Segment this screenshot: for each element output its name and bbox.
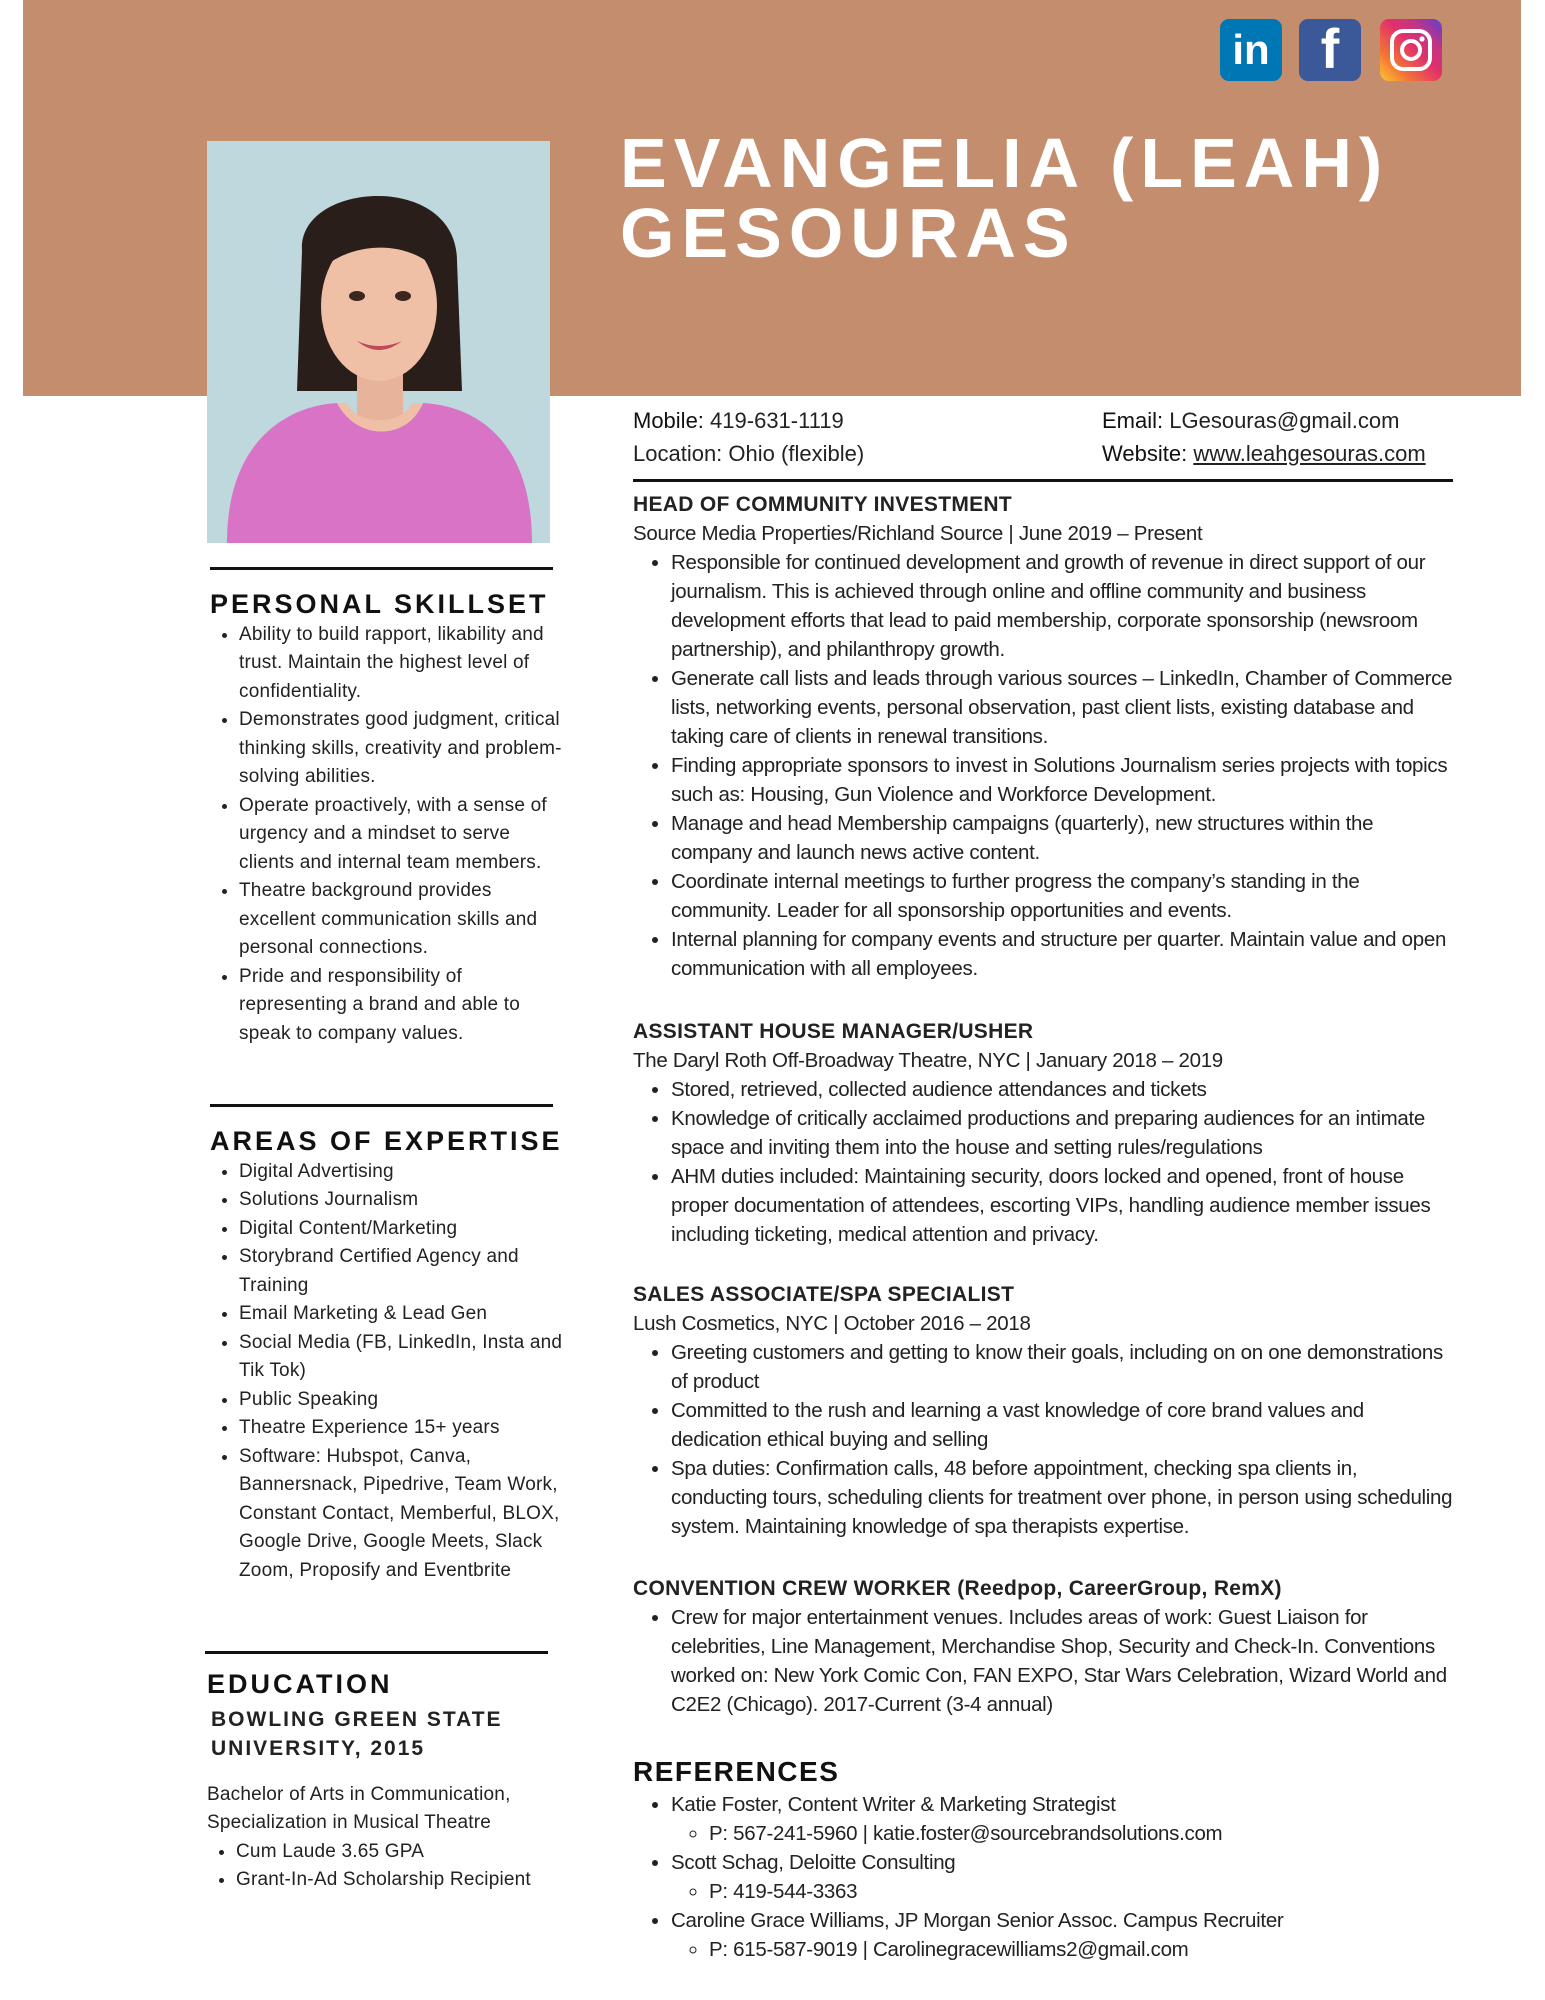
list-item: • Digital Content/Marketing: [239, 1215, 570, 1244]
list-item: • Social Media (FB, LinkedIn, Insta and Tik Tok): [239, 1329, 570, 1386]
facebook-icon[interactable]: f: [1299, 19, 1361, 81]
list-item: • Stored, retrieved, collected audience attendances and tickets: [671, 1075, 1453, 1104]
profile-photo: [207, 141, 550, 543]
references: [633, 1757, 1453, 1964]
mobile-number: 419-631-1119: [710, 408, 844, 433]
reference-contact: ◦ P: 567-241-5960 | katie.foster@sourcebrandsolutions.com: [709, 1819, 1453, 1848]
job-title: ASSISTANT HOUSE MANAGER/USHER: [633, 1020, 1034, 1043]
list-item: • Greeting customers and getting to know their goals, including on on one demonstrations of product: [671, 1338, 1453, 1396]
candidate-name: EVANGELIA (LEAH) GESOURAS: [620, 124, 1390, 272]
list-item: • Grant-In-Ad Scholarship Recipient: [236, 1866, 567, 1895]
section-heading: AREAS OF EXPERTISE: [210, 1126, 563, 1156]
list-item: • AHM duties included: Maintaining security, doors locked and opened, front of house proper documentation of attendees, escorting VIPs, handling audience member issues including ticketing, medical attention and privacy.: [671, 1162, 1453, 1249]
list-item: • Pride and responsibility of representing a brand and able to speak to company values.: [239, 963, 570, 1049]
list-item: • Demonstrates good judgment, critical thinking skills, creativity and problem-solving abilities.: [239, 706, 570, 792]
references-heading: REFERENCES: [633, 1756, 840, 1787]
section-heading: EDUCATION: [207, 1669, 393, 1699]
list-item: • Email Marketing & Lead Gen: [239, 1300, 570, 1329]
divider: [210, 567, 553, 570]
reference-item: • Scott Schag, Deloitte Consulting ◦ P: 419-544-3363: [671, 1848, 1453, 1906]
job-org: The Daryl Roth Off-Broadway Theatre, NYC | January 2018 – 2019: [633, 1049, 1223, 1072]
website-link[interactable]: www.leahgesouras.com: [1193, 441, 1426, 466]
job-1: [633, 490, 1453, 983]
list-item: • Finding appropriate sponsors to invest in Solutions Journalism series projects with topics such as: Housing, Gun Violence and Workforce Development.: [671, 751, 1453, 809]
areas-of-expertise: [210, 1127, 570, 1585]
list-item: • Crew for major entertainment venues. Includes areas of work: Guest Liaison for celebrities, Line Management, Merchandise Shop, Security and Check-In. Conventions worked on: New York Comic Con, FAN EXPO, Star Wars Celebration, Wizard World and C2E2 (Chicago). 2017-Current (3-4 annual): [671, 1603, 1453, 1719]
job-title: SALES ASSOCIATE/SPA SPECIALIST: [633, 1283, 1015, 1306]
reference-item: • Caroline Grace Williams, JP Morgan Senior Assoc. Campus Recruiter ◦ P: 615-587-9019 | Carolinegracewilliams2@gmail.com: [671, 1906, 1453, 1964]
list-item: • Ability to build rapport, likability and trust. Maintain the highest level of confidentiality.: [239, 621, 570, 707]
contact-left: Mobile: 419-631-1119 Location: Ohio (flexible): [633, 408, 865, 466]
list-item: • Solutions Journalism: [239, 1186, 570, 1215]
job-title: CONVENTION CREW WORKER (Reedpop, CareerGroup, RemX): [633, 1577, 1282, 1600]
job-4: [633, 1574, 1453, 1719]
job-org: Lush Cosmetics, NYC | October 2016 – 2018: [633, 1312, 1031, 1335]
list-item: • Theatre Experience 15+ years: [239, 1414, 570, 1443]
list-item: • Storybrand Certified Agency and Training: [239, 1243, 570, 1300]
reference-item: • Katie Foster, Content Writer & Marketing Strategist ◦ P: 567-241-5960 | katie.foster@sourcebrandsolutions.com: [671, 1790, 1453, 1848]
list-item: • Knowledge of critically acclaimed productions and preparing audiences for an intimate space and inviting them into the house and setting rules/regulations: [671, 1104, 1453, 1162]
list-item: • Manage and head Membership campaigns (quarterly), new structures within the company and launch news active content.: [671, 809, 1453, 867]
list-item: • Theatre background provides excellent communication skills and personal connections.: [239, 877, 570, 963]
job-title: HEAD OF COMMUNITY INVESTMENT: [633, 493, 1013, 516]
reference-contact: ◦ P: 419-544-3363: [709, 1877, 1453, 1906]
divider: [205, 1651, 548, 1654]
list-item: • Coordinate internal meetings to further progress the company’s standing in the community. Leader for all sponsorship opportunities and events.: [671, 867, 1453, 925]
education: [207, 1670, 567, 1895]
list-item: • Cum Laude 3.65 GPA: [236, 1838, 567, 1867]
contact-right: Email: LGesouras@gmail.com Website: www.leahgesouras.com: [1102, 408, 1426, 466]
list-item: • Public Speaking: [239, 1386, 570, 1415]
personal-skillset: [210, 590, 570, 1048]
reference-contact: ◦ P: 615-587-9019 | Carolinegracewilliams2@gmail.com: [709, 1935, 1453, 1964]
email[interactable]: LGesouras@gmail.com: [1169, 408, 1400, 433]
list-item: • Software: Hubspot, Canva, Bannersnack, Pipedrive, Team Work, Constant Contact, Memberful, BLOX, Google Drive, Google Meets, Slack Zoom, Proposify and Eventbrite: [239, 1443, 570, 1586]
list-item: • Responsible for continued development and growth of revenue in direct support of our journalism. This is achieved through online and offline community and business development efforts that lead to paid membership, corporate sponsorship (newsroom partnership), and philanthropy growth.: [671, 548, 1453, 664]
list-item: • Digital Advertising: [239, 1158, 570, 1187]
list-item: • Operate proactively, with a sense of urgency and a mindset to serve clients and internal team members.: [239, 792, 570, 878]
instagram-icon[interactable]: [1380, 19, 1442, 81]
divider: [210, 1104, 553, 1107]
linkedin-icon[interactable]: in: [1220, 19, 1282, 81]
job-2: [633, 1017, 1453, 1249]
divider: [633, 479, 1453, 482]
list-item: • Generate call lists and leads through various sources – LinkedIn, Chamber of Commerce lists, networking events, personal observation, past client lists, existing database and taking care of clients in renewal transitions.: [671, 664, 1453, 751]
list-item: • Internal planning for company events and structure per quarter. Maintain value and open communication with all employees.: [671, 925, 1453, 983]
job-org: Source Media Properties/Richland Source | June 2019 – Present: [633, 522, 1203, 545]
job-3: [633, 1280, 1453, 1541]
degree: Bachelor of Arts in Communication, Specialization in Musical Theatre: [207, 1783, 511, 1833]
list-item: • Committed to the rush and learning a vast knowledge of core brand values and dedication ethical buying and selling: [671, 1396, 1453, 1454]
list-item: • Spa duties: Confirmation calls, 48 before appointment, checking spa clients in, conducting tours, scheduling clients for treatment over phone, in person using scheduling system. Maintaining knowledge of spa therapists expertise.: [671, 1454, 1453, 1541]
school-name: BOWLING GREEN STATE UNIVERSITY, 2015: [211, 1707, 503, 1760]
section-heading: PERSONAL SKILLSET: [210, 589, 549, 619]
location: Ohio (flexible): [728, 441, 865, 466]
